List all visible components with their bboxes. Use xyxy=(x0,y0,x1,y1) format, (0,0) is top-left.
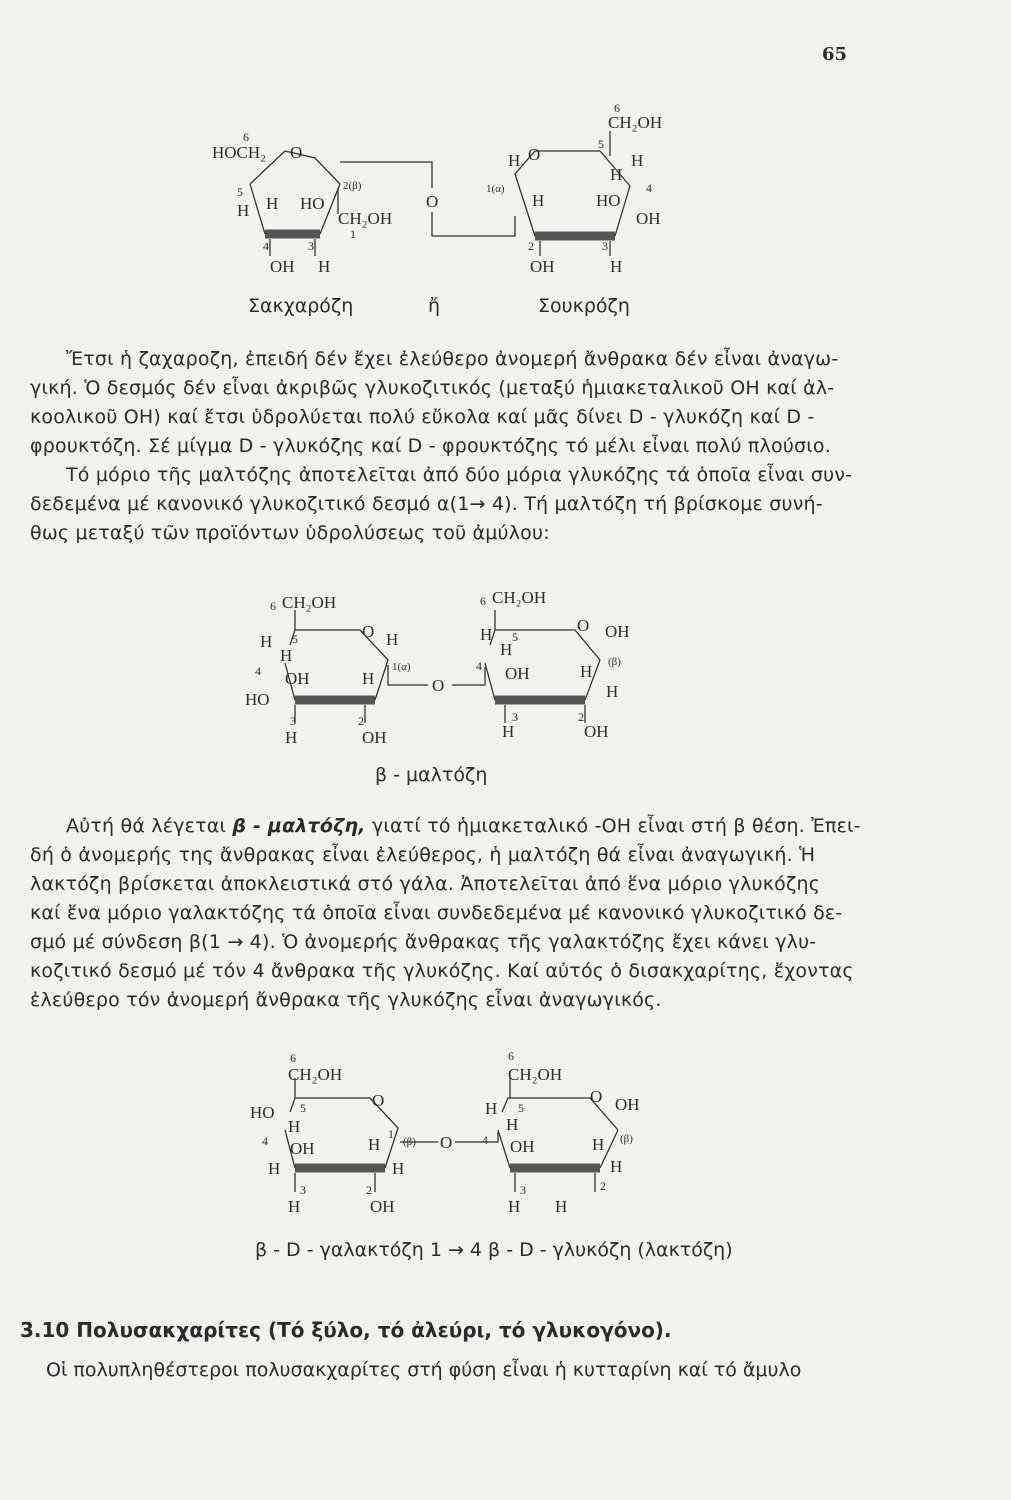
maltose-left-h2: H xyxy=(362,669,375,688)
lactose-right-ch2oh: CH₂OH xyxy=(508,1065,563,1084)
lactose-left-h2-top: H xyxy=(368,1135,381,1154)
glucose-c6-number: 6 xyxy=(614,101,620,115)
paragraph-line: κοζιτικό δεσμό μέ τόν 4 ἄνθρακα τῆς γλυκόζης. Καί αὐτός ὁ δισακχαρίτης, ἔχοντας xyxy=(30,960,854,982)
maltose-right-c5-number: 5 xyxy=(512,630,518,644)
term-beta-maltose: β - μαλτόζη, xyxy=(232,815,366,837)
glucose-oh4-label: OH xyxy=(636,209,661,228)
glucose-ring-oxygen: O xyxy=(528,145,541,164)
fructose-ring-oxygen: O xyxy=(290,143,303,162)
maltose-right-h2: H xyxy=(580,662,593,681)
lactose-left-h5: H xyxy=(288,1117,301,1136)
sucrose-structure-drawing xyxy=(190,96,710,326)
fructose-ho3-label: HO xyxy=(300,194,325,213)
or-caption: ἤ xyxy=(428,295,441,317)
paragraph-line xyxy=(30,812,870,841)
lactose-right-h2-bottom: H xyxy=(555,1197,568,1216)
paragraph-line: κοολικοῦ ΟΗ) καί ἔτσι ὑδρολύεται πολύ εὔκολα καί μᾶς δίνει D - γλυκόζη καί D - xyxy=(30,406,815,428)
maltose-left-h4-top: H xyxy=(280,646,293,665)
maltose-left-oh3: OH xyxy=(285,669,310,688)
lactose-left-c4-number: 4 xyxy=(262,1134,268,1148)
fructose-c1-number: 1 xyxy=(350,227,356,241)
paragraph-line: δεδεμένα μέ κανονικό γλυκοζιτικό δεσμό α(1→ 4). Τή μαλτόζη τή βρίσκομε συνή- xyxy=(30,493,823,515)
maltose-right-oh1: OH xyxy=(605,622,630,641)
lactose-left-c2-number: 2 xyxy=(366,1183,372,1197)
maltose-left-ho4: HO xyxy=(245,690,270,709)
sucrose-structure-figure xyxy=(190,96,710,326)
lactose-left-c3-number: 3 xyxy=(300,1183,306,1197)
glucose-anomeric-label: 1(α) xyxy=(486,183,505,195)
fructose-ch2oh-label: CH₂OH xyxy=(338,209,393,228)
lactose-right-ring-left-edge xyxy=(498,1130,510,1168)
lactose-structure-figure xyxy=(240,1050,740,1265)
maltose-structure-figure xyxy=(240,585,660,790)
maltose-left-ch2oh: CH₂OH xyxy=(282,593,337,612)
sucrose-caption: Σακχαρόζη xyxy=(248,295,354,317)
lactose-right-h3: H xyxy=(508,1197,521,1216)
lactose-left-ch2oh: CH₂OH xyxy=(288,1065,343,1084)
paragraph-line: Ἔτσι ἡ ζαχαροζη, ἐπειδή δέν ἔχει ἐλεύθερο ἀνομερή ἄνθρακα δέν εἶναι ἀναγω- xyxy=(66,348,839,370)
lactose-left-c1-number: 1 xyxy=(388,1127,394,1141)
paragraph-sucrose-maltose xyxy=(30,345,870,548)
maltose-caption: β - μαλτόζη xyxy=(375,764,488,786)
glycosidic-bridge-bottom xyxy=(432,212,515,236)
lactose-right-oh3: OH xyxy=(510,1137,535,1156)
paragraph-line: θως μεταξύ τῶν προϊόντων ὑδρολύσεως τοῦ ἀμύλου: xyxy=(30,522,550,544)
lactose-left-h3: H xyxy=(288,1197,301,1216)
maltose-right-ring-left-edge xyxy=(485,663,495,700)
lactose-right-c2-number: 2 xyxy=(600,1179,606,1193)
glucose-c3-number: 3 xyxy=(602,239,608,253)
fructose-h5-label: H xyxy=(237,201,250,220)
maltose-left-h1: H xyxy=(386,630,399,649)
maltose-right-h3: H xyxy=(502,722,515,741)
paragraph-line: καί ἕνα μόριο γαλακτόζης τά ὁποῖα εἶναι συνδεδεμένα μέ κανονικό γλυκοζιτικό δε- xyxy=(30,902,843,924)
lactose-left-anomeric: (β) xyxy=(403,1136,416,1148)
paragraph-line: σμό μέ σύνδεση β(1 → 4). Ὁ ἀνομερής ἄνθρακας τῆς γαλακτόζης ἔχει κάνει γλυ- xyxy=(30,931,817,953)
fructose-anomeric-label: 2(β) xyxy=(343,180,362,192)
fructose-h4-top-label: H xyxy=(266,194,279,213)
paragraph-text: Αὐτή θά λέγεται xyxy=(66,815,233,837)
glucose-ho3-label: HO xyxy=(596,191,621,210)
paragraph-line: λακτόζη βρίσκεται ἀποκλειστικά στό γάλα. Ἀποτελεῖται ἀπό ἕνα μόριο γλυκόζης xyxy=(30,873,821,895)
maltose-left-ring-right-edge xyxy=(375,660,388,700)
glucose-h3-label: H xyxy=(610,257,623,276)
lactose-left-ring-oxygen: O xyxy=(372,1091,385,1110)
lactose-right-ring-oxygen: O xyxy=(590,1087,603,1106)
lactose-right-c4-number: 4 xyxy=(482,1133,488,1147)
lactose-left-h4: H xyxy=(268,1159,281,1178)
paragraph-line: γική. Ὁ δεσμός δέν εἶναι ἀκριβῶς γλυκοζιτικός (μεταξύ ἡμιακεταλικοῦ ΟΗ καί ἀλ- xyxy=(30,377,835,399)
lactose-left-c6-number: 6 xyxy=(290,1051,296,1065)
lactose-right-anomeric: (β) xyxy=(620,1133,633,1145)
fructose-c5-number: 5 xyxy=(237,185,243,199)
maltose-right-h4-top: H xyxy=(500,640,513,659)
glucose-h4-top-label: H xyxy=(610,165,623,184)
lactose-right-h1: H xyxy=(610,1157,623,1176)
lactose-caption: β - D - γαλακτόζη 1 → 4 β - D - γλυκόζη (λακτόζη) xyxy=(255,1239,733,1261)
lactose-left-c5-number: 5 xyxy=(300,1101,306,1115)
maltose-right-c6-number: 6 xyxy=(480,594,486,608)
lactose-right-h4-top: H xyxy=(506,1115,519,1134)
paragraph-line: φρουκτόζη. Σέ μίγμα D - γλυκόζης καί D - φρουκτόζης τό μέλι εἶναι πολύ πλούσιο. xyxy=(30,435,831,457)
maltose-right-oh2: OH xyxy=(584,722,609,741)
lactose-left-h1: H xyxy=(392,1159,405,1178)
fructose-ring-left-edge xyxy=(250,184,265,234)
paragraph-line: ἐλεύθερο τόν ἀνομερή ἄνθρακα τῆς γλυκόζης εἶναι ἀναγωγικός. xyxy=(30,989,662,1011)
glucose-c2-number: 2 xyxy=(528,239,534,253)
lactose-structure-drawing xyxy=(240,1050,740,1265)
maltose-right-h5: H xyxy=(480,625,493,644)
maltose-left-ring-oxygen: O xyxy=(362,622,375,641)
maltose-left-oh2: OH xyxy=(362,728,387,747)
maltose-right-h1: H xyxy=(606,682,619,701)
glucose-c4-number: 4 xyxy=(646,181,652,195)
paragraph-line: δή ὁ ἀνομερής της ἄνθρακας εἶναι ἐλεύθερος, ἡ μαλτόζη θά εἶναι ἀναγωγική. Ἡ xyxy=(30,844,816,866)
fructose-hoch2-label: HOCH₂ xyxy=(212,143,267,162)
glucose-oh2-label: OH xyxy=(530,257,555,276)
lactose-right-h2: H xyxy=(592,1135,605,1154)
lactose-right-c6-number: 6 xyxy=(508,1050,514,1063)
lactose-right-c3-number: 3 xyxy=(520,1183,526,1197)
glucose-h2-top-label: H xyxy=(532,191,545,210)
lactose-bridge-right xyxy=(455,1132,498,1142)
maltose-right-c3-number: 3 xyxy=(512,710,518,724)
maltose-left-anomeric: 1(α) xyxy=(392,661,411,673)
glucose-h5-label: H xyxy=(631,151,644,170)
maltose-left-c3-number: 3 xyxy=(290,714,296,728)
maltose-right-oh3: OH xyxy=(505,664,530,683)
lactose-right-oh1: OH xyxy=(615,1095,640,1114)
maltose-structure-drawing xyxy=(240,585,660,790)
maltose-left-c5-number: 5 xyxy=(292,632,298,646)
paragraph-maltose-lactose xyxy=(30,812,870,1015)
fructose-oh4-label: OH xyxy=(270,257,295,276)
maltose-left-h5: H xyxy=(260,632,273,651)
glycosidic-oxygen: O xyxy=(426,192,439,211)
maltose-right-anomeric: (β) xyxy=(608,656,621,668)
page-number: 65 xyxy=(822,44,848,65)
maltose-left-c4-number: 4 xyxy=(255,664,261,678)
maltose-right-c4-number: 4 xyxy=(476,659,482,673)
lactose-right-h5: H xyxy=(485,1099,498,1118)
section-heading-polysaccharides: 3.10 Πολυσακχαρίτες (Τό ξύλο, τό ἀλεύρι, τό γλυκογόνο). xyxy=(20,1318,672,1342)
sucrose-alt-caption: Σουκρόζη xyxy=(538,295,630,317)
lactose-left-ho4: HO xyxy=(250,1103,275,1122)
fructose-h3-label: H xyxy=(318,257,331,276)
lactose-glycosidic-oxygen: O xyxy=(440,1133,453,1152)
maltose-glycosidic-oxygen: O xyxy=(432,676,445,695)
lactose-right-c5-number: 5 xyxy=(518,1101,524,1115)
glucose-ch2oh-label: CH₂OH xyxy=(608,113,663,132)
lactose-left-oh2: OH xyxy=(370,1197,395,1216)
maltose-left-h3: H xyxy=(285,728,298,747)
glucose-h1-label: H xyxy=(508,151,521,170)
maltose-right-c2-number: 2 xyxy=(578,710,584,724)
maltose-left-c2-number: 2 xyxy=(358,714,364,728)
maltose-right-ch2oh: CH₂OH xyxy=(492,588,547,607)
glucose-c5-number: 5 xyxy=(598,137,604,151)
fructose-c6-number: 6 xyxy=(243,130,249,144)
paragraph-text: γιατί τό ἡμιακεταλικό -ΟΗ εἶναι στή β θέση. Ἐπει- xyxy=(365,815,861,837)
fructose-c3-number: 3 xyxy=(308,239,314,253)
maltose-right-ring-oxygen: O xyxy=(577,616,590,635)
lactose-left-oh3: OH xyxy=(290,1139,315,1158)
fructose-c4-number: 4 xyxy=(263,239,269,253)
section-first-line: Οἱ πολυπληθέστεροι πολυσακχαρίτες στή φύση εἶναι ἡ κυτταρίνη καί τό ἄμυλο xyxy=(46,1359,802,1381)
paragraph-line: Τό μόριο τῆς μαλτόζης ἀποτελεῖται ἀπό δύο μόρια γλυκόζης τά ὁποῖα εἶναι συν- xyxy=(66,464,853,486)
maltose-left-c6-number: 6 xyxy=(270,599,276,613)
